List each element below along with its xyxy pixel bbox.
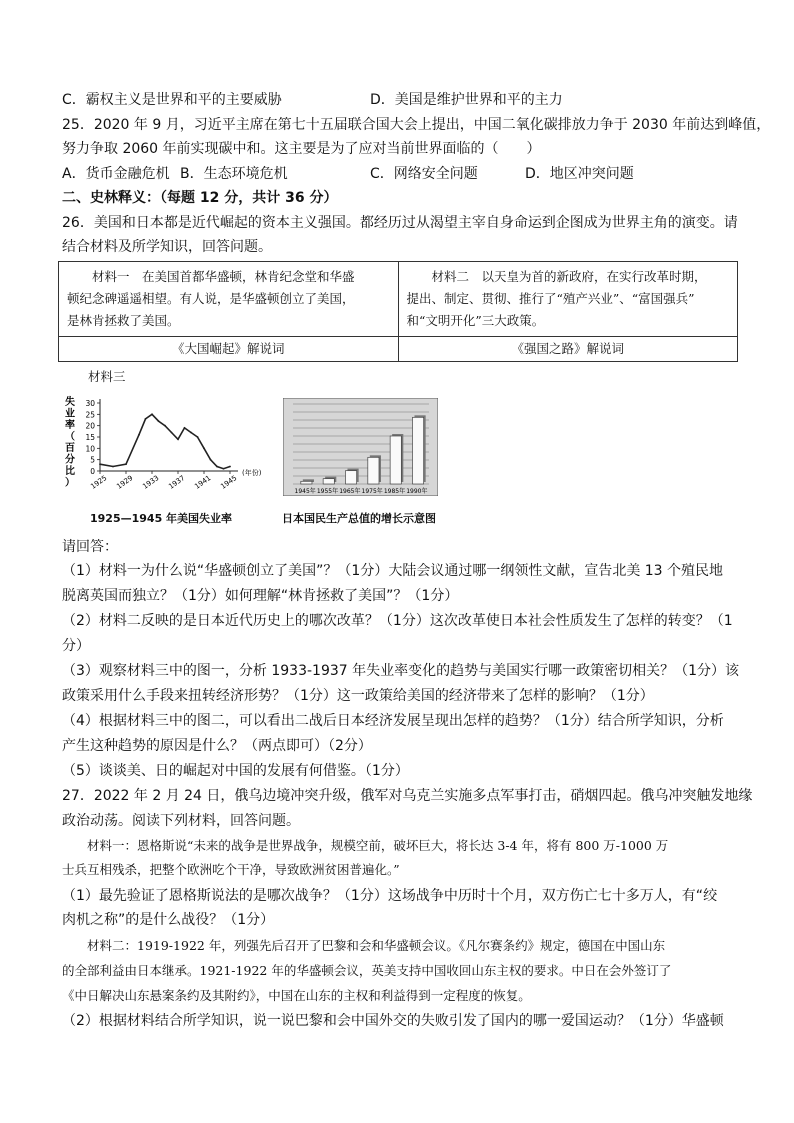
y-tick-label: 10	[85, 444, 95, 454]
chart2-caption: 日本国民生产总值的增长示意图	[282, 512, 436, 525]
q27-material-two-line2: 的全部利益由日本继承。1921-1922 年的华盛顿会议，英美支持中国收回山东主权的要求。中日在会外签订了	[62, 963, 672, 978]
material-one	[59, 262, 399, 337]
data-point	[210, 459, 212, 461]
material-one-source: 《大国崛起》解说词	[59, 337, 399, 362]
material-two-line3: 和“文明开化”三大政策。	[406, 313, 545, 328]
y-axis-label-char: 比	[65, 466, 75, 477]
section-title: 二、史林释义：（每题 12 分，共计 36 分）	[62, 190, 338, 206]
bar	[345, 471, 356, 484]
bar	[412, 417, 423, 484]
bar	[323, 479, 334, 484]
material-two-source: 《强国之路》解说词	[398, 337, 738, 362]
bar	[390, 436, 401, 484]
chart1-caption: 1925—1945 年美国失业率	[90, 512, 233, 525]
q27-material-two-line3: 《中日解决山东悬案条约及其附约》，中国在山东的主权和利益得到一定程度的恢复。	[62, 988, 531, 1003]
q26-part3-line1: （3）观察材料三中的图一，分析 1933-1937 年失业率变化的趋势与美国实行哪一政策密切相关？（1分）该	[62, 663, 740, 679]
japan-gnp-bar-chart	[283, 398, 438, 496]
q27-material-two-line1: 材料二：1919-1922 年，列强先后召开了巴黎和会和华盛顿会议。《凡尔赛条约》规定，德国在中国山东	[62, 938, 666, 953]
y-axis-label-char: （	[65, 431, 75, 443]
material-table	[58, 261, 738, 362]
bar-category-label: 1965年	[339, 488, 361, 495]
bar-category-label: 1990年	[406, 488, 428, 495]
data-point	[177, 438, 179, 440]
bar-category-label: 1985年	[383, 488, 406, 495]
q24-option-d: D．美国是维护世界和平的主力	[370, 92, 563, 108]
x-tick-label: 1933	[141, 473, 161, 491]
y-axis-label-char: 失	[65, 397, 75, 408]
y-axis-label-char: 百	[65, 443, 75, 454]
material-one-line3: 是林肯拯救了美国。	[67, 313, 180, 328]
q26-part2-line1: （2）材料二反映的是日本近代历史上的哪次改革？（1分）这次改革使日本社会性质发生了怎样的转变？（1	[62, 613, 733, 629]
q26-part2-line2: 分）	[62, 638, 90, 654]
material-two-line2: 提出、制定、贯彻、推行了“殖产兴业”、“富国强兵”	[406, 291, 695, 306]
data-point	[203, 447, 205, 449]
q24-option-c: C．霸权主义是世界和平的主要威胁	[62, 92, 282, 108]
data-point	[151, 413, 153, 415]
x-tick-label: 1941	[193, 473, 213, 491]
material-three-label: 材料三	[88, 369, 126, 384]
q26-intro-line2: 结合材料及所学知识，回答问题。	[62, 239, 272, 255]
data-point	[138, 434, 140, 436]
q26-part5: （5）谈谈美、日的崛起对中国的发展有何借鉴。（1分）	[62, 763, 409, 779]
data-point	[229, 466, 231, 468]
y-tick-label: 5	[90, 455, 95, 465]
y-axis-label-char: 率	[65, 420, 75, 431]
data-point	[171, 432, 173, 434]
q26-part4-line2: 产生这种趋势的原因是什么？（两点即可）（2分）	[62, 738, 372, 754]
material-two-line1: 材料二 以天皇为首的新政府，在实行改革时期，	[406, 269, 707, 284]
q25-option-a: A．货币金融危机	[62, 166, 170, 182]
answer-prompt: 请回答：	[62, 539, 118, 555]
data-point	[197, 436, 199, 438]
data-point	[216, 466, 218, 468]
q25-option-b: B．生态环境危机	[180, 166, 288, 182]
data-point	[223, 468, 225, 470]
q27-part2-line1: （2）根据材料结合所学知识，说一说巴黎和会中国外交的失败引发了国内的哪一爱国运动？（1分）华盛顿	[62, 1013, 724, 1029]
bar-category-label: 1945年	[294, 488, 316, 495]
q25-option-c: C．网络安全问题	[370, 166, 478, 182]
data-point	[125, 463, 127, 465]
unemployment-line-chart	[62, 393, 262, 503]
y-tick-label: 0	[90, 467, 95, 476]
data-point	[99, 463, 101, 465]
bar-category-label: 1955年	[316, 488, 339, 495]
y-axis-label-char: ）	[65, 477, 75, 489]
data-point	[112, 466, 114, 468]
q27-intro-line2: 政治动荡。阅读下列材料，回答问题。	[62, 813, 300, 829]
q26-part1-line2: 脱离英国而独立？（1分）如何理解“林肯拯救了美国”？（1分）	[62, 588, 459, 604]
y-tick-label: 30	[85, 399, 95, 408]
q27-part1-line2: 肉机之称”的是什么战役？（1分）	[62, 912, 275, 928]
x-tick-label: 1945	[219, 473, 239, 491]
y-axis-label-char: 分	[65, 454, 75, 466]
q25-line1: 25．2020 年 9 月，习近平主席在第七十五届联合国大会上提出，中国二氧化碳排放力争于 2030 年前达到峰值，	[62, 117, 771, 133]
y-tick-label: 25	[85, 410, 95, 420]
bar	[368, 457, 379, 484]
q27-material-one-line1: 材料一：恩格斯说“未来的战争是世界战争，规模空前，破坏巨大，将长达 3-4 年，将有 800 万-1000 万	[62, 838, 669, 853]
data-point	[158, 420, 160, 422]
y-tick-label: 20	[85, 421, 95, 431]
data-point	[190, 432, 192, 434]
x-tick-label: 1937	[167, 473, 187, 491]
y-axis-label-char: 业	[65, 408, 75, 420]
material-two	[398, 262, 738, 337]
q27-material-one-line2: 士兵互相残杀，把整个欧洲吃个干净，导致欧洲贫困普遍化。”	[62, 862, 400, 877]
bar-category-label: 1975年	[361, 488, 383, 495]
q26-part4-line1: （4）根据材料三中的图二，可以看出二战后日本经济发展呈现出怎样的趋势？（1分）结合所学知识，分析	[62, 713, 724, 729]
data-point	[164, 425, 166, 427]
q26-part3-line2: 政策采用什么手段来扭转经济形势？（1分）这一政策给美国的经济带来了怎样的影响？（1分）	[62, 688, 654, 704]
q25-line2: 努力争取 2060 年前实现碳中和。这主要是为了应对当前世界面临的（ ）	[62, 141, 541, 157]
y-tick-label: 15	[85, 433, 95, 442]
q27-intro-line1: 27．2022 年 2 月 24 日，俄乌边境冲突升级，俄军对乌克兰实施多点军事打击，硝烟四起。俄乌冲突触发地缘	[62, 788, 753, 804]
x-tick-label: 1925	[89, 473, 109, 491]
q25-option-d: D．地区冲突问题	[525, 166, 634, 182]
q27-part1-line1: （1）最先验证了恩格斯说法的是哪次战争？（1分）这场战争中历时十个月，双方伤亡七十多万人，有“绞	[62, 888, 718, 904]
material-one-line1: 材料一 在美国首都华盛顿，林肯纪念堂和华盛	[67, 269, 355, 284]
q26-part1-line1: （1）材料一为什么说“华盛顿创立了美国”？（1分）大陆会议通过哪一纲领性文献，宣告北美 13 个殖民地	[62, 563, 724, 579]
bar	[301, 481, 312, 484]
q26-intro-line1: 26．美国和日本都是近代崛起的资本主义强国。都经历过从渴望主宰自身命运到企图成为世界主角的演变。请	[62, 215, 738, 231]
x-axis-label: (年份)	[242, 469, 262, 477]
data-point	[184, 427, 186, 429]
x-tick-label: 1929	[115, 473, 135, 491]
data-point	[145, 418, 147, 420]
material-one-line2: 顿纪念碑遥遥相望。有人说，是华盛顿创立了美国，	[67, 291, 355, 306]
